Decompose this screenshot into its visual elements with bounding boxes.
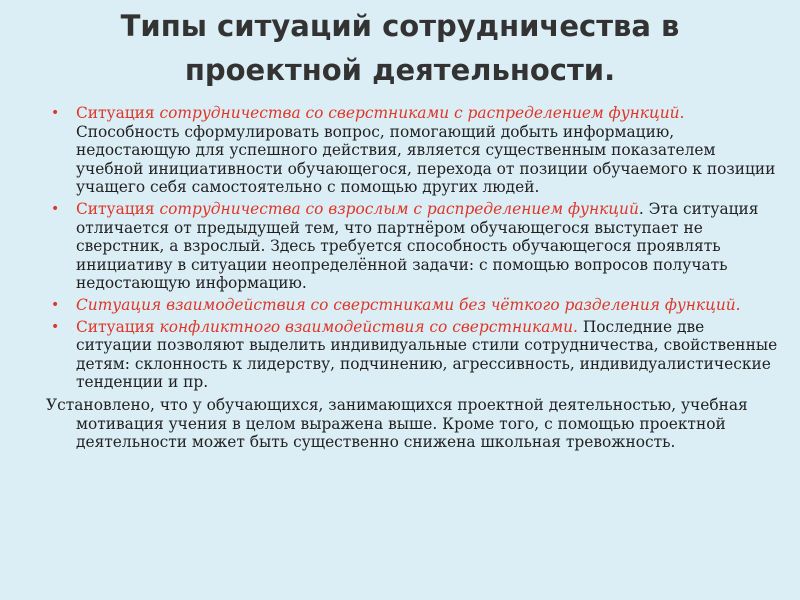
item-text: . Эта ситуация отличается от предыдущей тем, что партнёром обучающегося выступает не сверстник, а взрослый. Здесь требуется способность обучающегося проявлять инициативу в ситуации неопределённой задачи: с помощью вопросов получать недостающую информацию. — [76, 199, 759, 293]
item-text: Способность сформулировать вопрос, помогающий добыть информацию, недостающую для успешного действия, является существенным показателем учебной инициативности обучающегося, перехода от позиции обучаемого к позиции учащего себя самостоятельно с помощью других людей. — [76, 122, 776, 197]
list-item — [46, 318, 781, 392]
item-emphasis: конфликтного взаимодействия со сверстниками. — [159, 317, 578, 336]
list-item — [46, 200, 781, 293]
item-text: Последние две ситуации позволяют выделить индивидуальные стили сотрудничества, свойственные детям: склонность к лидерству, подчинению, агрессивность, индивидуалистические тенденции и пр. — [76, 317, 778, 392]
item-emphasis: сотрудничества со взрослым с распределением функций — [159, 199, 639, 218]
bullet-list — [46, 104, 781, 392]
bullet-icon: • — [51, 296, 60, 313]
bullet-icon: • — [51, 105, 60, 121]
bullet-icon: • — [51, 200, 60, 217]
item-emphasis: сотрудничества со сверстниками с распределением функций. — [159, 104, 685, 122]
list-item — [46, 104, 781, 197]
item-lead: Ситуация — [76, 104, 160, 122]
slide-body — [46, 104, 781, 452]
conclusion-paragraph: Установлено, что у обучающихся, занимающихся проектной деятельностью, учебная мотивация учения в целом выражена выше. Кроме того, с помощью проектной деятельности может быть существенно снижена школьная тревожность. — [46, 395, 748, 452]
slide-title — [40, 4, 760, 92]
title-line-1: Типы ситуаций сотрудничества в — [120, 9, 680, 43]
list-item — [46, 296, 781, 315]
item-emphasis: Ситуация взаимодействия со сверстниками без чёткого разделения функций. — [76, 295, 741, 314]
item-lead: Ситуация — [76, 199, 160, 218]
bullet-icon: • — [51, 318, 60, 335]
title-line-2: проектной деятельности. — [184, 53, 616, 87]
item-lead: Ситуация — [76, 317, 160, 336]
